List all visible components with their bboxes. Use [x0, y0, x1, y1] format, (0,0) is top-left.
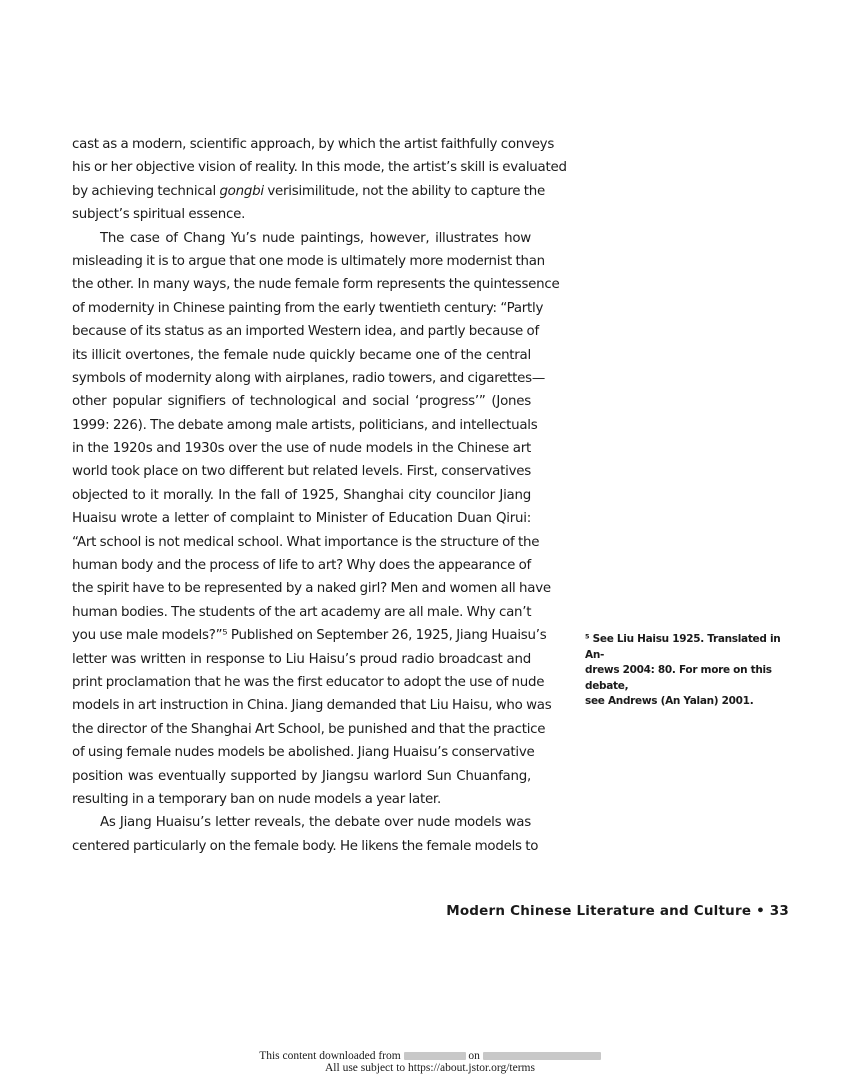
text-line: letter was written in response to Liu Haisu’s proud radio broadcast and — [72, 651, 531, 667]
text-line: of modernity in Chinese painting from the early twentieth century: “Partly — [72, 300, 544, 316]
footnote-line: ⁵ See Liu Haisu 1925. Translated in An- — [585, 633, 781, 661]
text-line: human bodies. The students of the art academy are all male. Why can’t — [72, 604, 532, 620]
text-line: because of its status as an imported Western idea, and partly because of — [72, 324, 539, 340]
text-line: resulting in a temporary ban on nude models a year later. — [72, 791, 441, 807]
text-line: by achieving technical gongbi verisimilitude, not the ability to capture the — [72, 183, 546, 199]
text-line: you use male models?”⁵ Published on September 26, 1925, Jiang Huaisu’s — [72, 628, 547, 644]
text-line: position was eventually supported by Jiangsu warlord Sun Chuanfang, — [72, 768, 531, 784]
text-line: print proclamation that he was the first educator to adopt the use of nude — [72, 674, 545, 690]
text-line: its illicit overtones, the female nude quickly became one of the central — [72, 347, 531, 363]
redacted-timestamp — [483, 1052, 601, 1060]
text-line: objected to it morally. In the fall of 1925, Shanghai city councilor Jiang — [72, 487, 531, 503]
text-line: models in art instruction in China. Jiang demanded that Liu Haisu, who was — [72, 698, 552, 714]
footnote-line: drews 2004: 80. For more on this debate, — [585, 664, 772, 692]
running-head-page-number: Modern Chinese Literature and Culture • 33 — [446, 903, 789, 919]
redacted-ip — [404, 1052, 466, 1060]
text-line: centered particularly on the female body. He likens the female models to — [72, 838, 539, 854]
text-line: in the 1920s and 1930s over the use of nude models in the Chinese art — [72, 441, 531, 457]
text-line: his or her objective vision of reality. In this mode, the artist’s skill is evaluated — [72, 160, 567, 176]
text-line: “Art school is not medical school. What importance is the structure of the — [72, 534, 540, 550]
jstor-on-text: on — [468, 1050, 480, 1062]
text-line: the other. In many ways, the nude female form represents the quintessence — [72, 277, 560, 293]
jstor-download-text: This content downloaded from — [259, 1050, 401, 1062]
jstor-notice — [0, 1050, 860, 1074]
text-line: human body and the process of life to art? Why does the appearance of — [72, 558, 531, 574]
text-line: of using female nudes models be abolished. Jiang Huaisu’s conservative — [72, 745, 535, 761]
text-line: misleading it is to argue that one mode is ultimately more modernist than — [72, 253, 545, 269]
text-line: cast as a modern, scientific approach, by which the artist faithfully conveys — [72, 137, 555, 152]
text-line: symbols of modernity along with airplanes, radio towers, and cigarettes— — [72, 370, 546, 386]
footnote-line: see Andrews (An Yalan) 2001. — [585, 695, 754, 707]
footnote-5 — [585, 632, 800, 710]
text-line: As Jiang Huaisu’s letter reveals, the debate over nude models was — [100, 815, 531, 831]
text-line: the spirit have to be represented by a naked girl? Men and women all have — [72, 581, 551, 597]
jstor-terms-link[interactable]: All use subject to https://about.jstor.org/terms — [325, 1062, 535, 1074]
text-line: the director of the Shanghai Art School, be punished and that the practice — [72, 721, 546, 737]
text-line: The case of Chang Yu’s nude paintings, however, illustrates how — [100, 230, 531, 246]
italic-term: gongbi — [219, 183, 264, 199]
text-line: Huaisu wrote a letter of complaint to Minister of Education Duan Qirui: — [72, 511, 531, 527]
text-line: world took place on two different but related levels. First, conservatives — [72, 464, 531, 480]
body-text — [72, 133, 567, 858]
text-line: subject’s spiritual essence. — [72, 207, 246, 223]
text-line: 1999: 226). The debate among male artists, politicians, and intellectuals — [72, 417, 538, 433]
text-line: other popular signifiers of technological and social ‘progress’” (Jones — [72, 394, 531, 410]
